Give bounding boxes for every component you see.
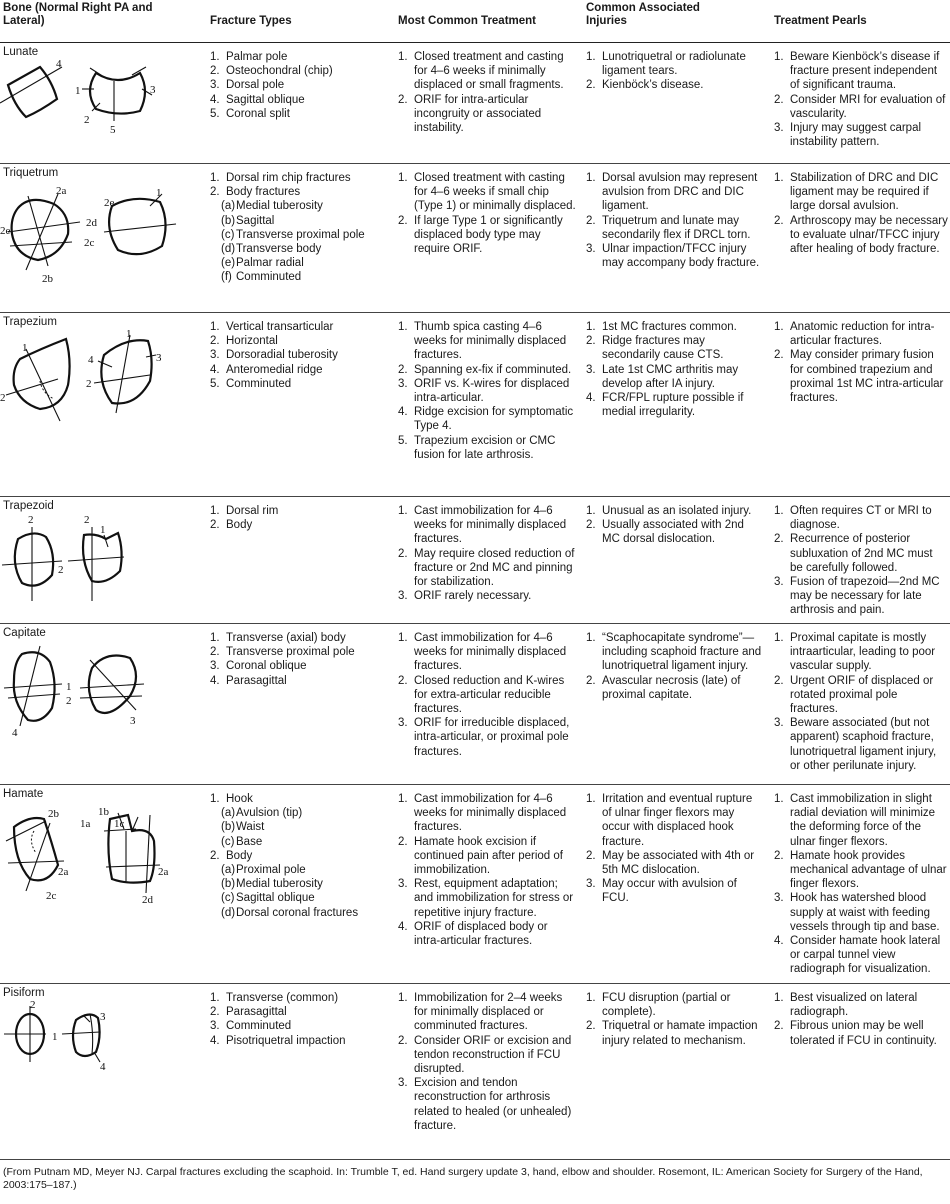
treatment bbox=[398, 504, 576, 603]
list-item: 1. Transverse (common) bbox=[210, 992, 339, 1004]
list-item: 1. Dorsal rim chip fractures bbox=[210, 172, 351, 184]
list-item: 3. Beware associated (but not apparent) scaphoid fracture, lunotriquetral ligament injury, or other perilunate injury. bbox=[774, 717, 937, 772]
fig-label: 2a bbox=[56, 185, 67, 197]
list-item: (c) Transverse proximal pole bbox=[221, 228, 365, 241]
pisiform-figure bbox=[0, 1000, 200, 1080]
list-item: 2. Consider MRI for evaluation of vascularity. bbox=[774, 93, 946, 120]
fig-label: 2 bbox=[28, 514, 34, 526]
treatment-pearls bbox=[774, 50, 948, 149]
list-item: 3. May occur with avulsion of FCU. bbox=[586, 878, 737, 905]
list-item: (c) Base bbox=[221, 835, 263, 848]
list-item: 4. Parasagittal bbox=[210, 674, 287, 687]
table-row-capitate bbox=[0, 624, 950, 785]
header-pearls: Treatment Pearls bbox=[774, 15, 867, 27]
table-row-trapezoid bbox=[0, 497, 950, 624]
bone-name: Trapezoid bbox=[3, 500, 54, 512]
list-item: (c) Sagittal oblique bbox=[221, 892, 315, 905]
list-item: 1. 1st MC fractures common. bbox=[586, 321, 737, 333]
list-item: (e) Palmar radial bbox=[221, 257, 304, 270]
associated-injuries bbox=[586, 50, 764, 93]
associated-injuries bbox=[586, 320, 764, 419]
list-item: 2. Triquetrum and lunate may secondarily flex if DRCL torn. bbox=[586, 214, 751, 241]
bone-name: Triquetrum bbox=[3, 167, 59, 179]
list-item: 3. Hook has watershed blood supply at waist with feeding vessels through tip and base. bbox=[774, 892, 940, 933]
list-item: 3. Rest, equipment adaptation; and immobilization for stress or repetitive injury fracture. bbox=[398, 878, 574, 919]
fig-label: 4 bbox=[56, 59, 62, 70]
list-item: 1. Often requires CT or MRI to diagnose. bbox=[774, 505, 932, 532]
fig-label: 1c bbox=[114, 818, 125, 830]
list-item: 2. Body bbox=[210, 849, 253, 862]
list-item: 2. May require closed reduction of fracture or 2nd MC and pinning for stabilization. bbox=[398, 547, 575, 589]
list-item: 2. Kienböck’s disease. bbox=[586, 79, 704, 92]
treatment-pearls bbox=[774, 991, 948, 1048]
trapezoid-figure bbox=[0, 513, 200, 618]
list-item: (a) Proximal pole bbox=[221, 864, 306, 877]
list-item: 3. ORIF for irreducible displaced, intra-articular, or proximal pole fractures. bbox=[398, 717, 570, 758]
list-item: 2. Hamate hook excision if continued pain after period of immobilization. bbox=[398, 835, 563, 877]
fig-label: 3 bbox=[100, 1011, 106, 1023]
table-row-triquetrum bbox=[0, 164, 950, 313]
treatment bbox=[398, 50, 576, 135]
fig-label: 2b bbox=[42, 273, 53, 285]
fracture-types bbox=[210, 504, 388, 532]
list-item: 3. Late 1st CMC arthritis may develop after IA injury. bbox=[586, 363, 739, 390]
list-item: 2. Usually associated with 2nd MC dorsal dislocation. bbox=[586, 519, 744, 546]
list-item: 2. Arthroscopy may be necessary to evaluate ulnar/TFCC injury after healing of body fracture. bbox=[774, 214, 948, 256]
fig-label: 2b bbox=[48, 808, 59, 820]
fig-label: 4 bbox=[100, 1061, 106, 1073]
list-item: 2. Transverse proximal pole bbox=[210, 646, 355, 659]
list-item: 5. Trapezium excision or CMC fusion for late arthrosis. bbox=[398, 434, 556, 461]
fig-label: 3 bbox=[156, 352, 162, 364]
fig-label: 1 bbox=[52, 1031, 58, 1043]
associated-injuries bbox=[586, 792, 764, 906]
fig-label: 2 bbox=[58, 564, 64, 576]
table-row-hamate bbox=[0, 785, 950, 984]
fracture-types bbox=[210, 631, 388, 688]
hamate-figure bbox=[0, 801, 200, 916]
list-item: (f) Comminuted bbox=[221, 271, 302, 284]
list-item: 1. Unusual as an isolated injury. bbox=[586, 505, 752, 517]
list-item: 1. Best visualized on lateral radiograph. bbox=[774, 992, 918, 1019]
fig-label: 1 bbox=[75, 85, 81, 97]
list-item: (d) Transverse body bbox=[221, 243, 322, 256]
bone-name: Hamate bbox=[3, 788, 44, 800]
list-item: (d) Dorsal coronal fractures bbox=[221, 906, 359, 919]
header-fracture-types: Fracture Types bbox=[210, 15, 292, 27]
list-item: 2. Avascular necrosis (late) of proximal capitate. bbox=[586, 674, 741, 701]
fig-label: 1b bbox=[98, 806, 109, 818]
fig-label: 1 bbox=[22, 342, 28, 354]
list-item: 2. Closed reduction and K-wires for extra-articular reducible fractures. bbox=[398, 674, 565, 716]
treatment bbox=[398, 631, 576, 759]
list-item: 3. ORIF vs. K-wires for displaced intra-articular. bbox=[398, 377, 570, 405]
list-item: 1. Closed treatment with casting for 4–6 weeks if small chip (Type 1) or minimally displaced. bbox=[398, 172, 576, 213]
list-item: 1. Stabilization of DRC and DIC ligament may be required if large dorsal avulsion. bbox=[774, 172, 939, 213]
treatment bbox=[398, 792, 576, 948]
list-item: 3. Ulnar impaction/TFCC injury may accompany body fracture. bbox=[586, 243, 760, 270]
list-item: 1. Dorsal avulsion may represent avulsion from DRC and DIC ligament. bbox=[586, 172, 758, 213]
list-item: 2. Body fractures bbox=[210, 186, 301, 199]
list-item: 2. Ridge fractures may secondarily cause CTS. bbox=[586, 335, 724, 362]
list-item: 2. Fibrous union may be well tolerated if FCU in continuity. bbox=[774, 1020, 937, 1047]
list-item: 5. Coronal split bbox=[210, 107, 290, 120]
fracture-types bbox=[210, 991, 388, 1048]
fig-label: 2 bbox=[84, 514, 90, 526]
list-item: 3. Comminuted bbox=[210, 1020, 292, 1033]
treatment-pearls bbox=[774, 504, 948, 618]
list-item: 1. Cast immobilization in slight radial deviation will minimize the deforming force of the ulnar finger flexors. bbox=[774, 793, 936, 848]
fig-label: 2a bbox=[158, 866, 169, 878]
treatment-pearls bbox=[774, 792, 948, 977]
list-item: 1. Transverse (axial) body bbox=[210, 632, 346, 644]
list-item: 1. Proximal capitate is mostly intraarticular, leading to poor vascular supply. bbox=[774, 632, 936, 673]
list-item: (b) Medial tuberosity bbox=[221, 878, 323, 891]
fracture-types bbox=[210, 320, 388, 391]
bone-name: Capitate bbox=[3, 627, 46, 639]
associated-injuries bbox=[586, 504, 764, 547]
fig-label: 3 bbox=[130, 715, 136, 727]
list-item: 4. ORIF of displaced body or intra-articular fractures. bbox=[398, 920, 548, 948]
list-item: (a) Medial tuberosity bbox=[221, 200, 323, 213]
triquetrum-figure bbox=[0, 180, 200, 290]
list-item: 1. Beware Kienböck’s disease if fracture present independent of significant trauma. bbox=[774, 51, 940, 92]
list-item: 1. Cast immobilization for 4–6 weeks for minimally displaced fractures. bbox=[398, 793, 567, 834]
list-item: 4. Consider hamate hook lateral or carpal tunnel view radiograph for visualization. bbox=[774, 935, 941, 976]
treatment bbox=[398, 171, 576, 256]
list-item: 2. If large Type 1 or significantly displaced body type may require ORIF. bbox=[398, 214, 563, 256]
fig-label: 2c bbox=[84, 237, 95, 249]
associated-injuries bbox=[586, 171, 764, 270]
fig-label: 2d bbox=[86, 217, 97, 229]
treatment-pearls bbox=[774, 171, 948, 256]
list-item: 1. Palmar pole bbox=[210, 51, 288, 63]
list-item: 2. May be associated with 4th or 5th MC dislocation. bbox=[586, 849, 755, 877]
header-treatment: Most Common Treatment bbox=[398, 15, 537, 27]
list-item: 2. Consider ORIF or excision and tendon reconstruction if FCU disrupted. bbox=[398, 1034, 572, 1076]
fracture-types bbox=[210, 792, 388, 920]
list-item: 2. Spanning ex-fix if comminuted. bbox=[398, 363, 572, 376]
list-item: 1. Lunotriquetral or radiolunate ligament tears. bbox=[586, 51, 746, 78]
trapezium-figure bbox=[0, 329, 200, 439]
list-item: 1. Immobilization for 2–4 weeks for minimally displaced or comminuted fractures. bbox=[398, 992, 563, 1033]
fig-label: 2c bbox=[46, 890, 57, 902]
header-bone: Bone (Normal Right PA and Lateral) bbox=[3, 2, 153, 27]
list-item: 3. Coronal oblique bbox=[210, 660, 307, 673]
list-item: 3. ORIF rarely necessary. bbox=[398, 590, 532, 603]
list-item: 3. Dorsoradial tuberosity bbox=[210, 349, 338, 362]
list-item: (b) Waist bbox=[221, 821, 265, 834]
list-item: 4. Ridge excision for symptomatic Type 4. bbox=[398, 406, 574, 433]
fig-label: 2 bbox=[84, 114, 90, 126]
list-item: (b) Sagittal bbox=[221, 214, 275, 227]
list-item: 1. Hook bbox=[210, 793, 253, 805]
list-item: 2. Parasagittal bbox=[210, 1006, 287, 1019]
fig-label: 2 bbox=[0, 392, 6, 404]
fig-label: 2d bbox=[142, 894, 153, 906]
list-item: 2. Hamate hook provides mechanical advantage of ulnar finger flexors. bbox=[774, 849, 947, 891]
list-item: 4. Pisotriquetral impaction bbox=[210, 1034, 346, 1047]
list-item: 3. Excision and tendon reconstruction for arthrosis related to healed (or unhealed) fracture. bbox=[398, 1077, 572, 1132]
list-item: 2. Recurrence of posterior subluxation of 2nd MC must be carefully followed. bbox=[774, 533, 933, 574]
table-row-pisiform bbox=[0, 984, 950, 1160]
fig-label: 2 bbox=[30, 1000, 36, 1011]
list-item: 2. Osteochondral (chip) bbox=[210, 65, 333, 78]
list-item: 1. Irritation and eventual rupture of ulnar finger flexors may occur with displaced hook fracture. bbox=[586, 793, 753, 848]
list-item: 4. Anteromedial ridge bbox=[210, 363, 323, 376]
list-item: 1. “Scaphocapitate syndrome”—including scaphoid fracture and lunotriquetral ligament injury. bbox=[586, 632, 762, 673]
bone-name: Lunate bbox=[3, 46, 39, 58]
fig-label: 3 bbox=[150, 84, 156, 96]
table-header bbox=[0, 0, 950, 43]
list-item: 2. Triquetral or hamate impaction injury related to mechanism. bbox=[586, 1020, 758, 1047]
list-item: 4. Sagittal oblique bbox=[210, 93, 305, 106]
list-item: 1. Thumb spica casting 4–6 weeks for minimally displaced fractures. bbox=[398, 321, 567, 362]
treatment-pearls bbox=[774, 320, 948, 405]
fig-label: 1 bbox=[156, 187, 162, 199]
fig-label: 2 bbox=[86, 378, 92, 390]
list-item: 1. Vertical transarticular bbox=[210, 321, 334, 333]
list-item: 2. Body bbox=[210, 519, 253, 532]
treatment bbox=[398, 991, 576, 1133]
list-item: 1. Cast immobilization for 4–6 weeks for minimally displaced fractures. bbox=[398, 505, 567, 546]
capitate-figure bbox=[0, 640, 200, 750]
source-footnote: (From Putnam MD, Meyer NJ. Carpal fractures excluding the scaphoid. In: Trumble T, ed. Hand surgery update 3, hand, elbow and shoulder. Rosemont, IL: American Society for Surgery of the Hand, 2003:175–187.) bbox=[3, 1166, 923, 1191]
list-item: 4. FCR/FPL rupture possible if medial irregularity. bbox=[586, 392, 744, 419]
fig-label: 4 bbox=[88, 354, 94, 366]
list-item: 1. Closed treatment and casting for 4–6 weeks if minimally displaced or small fragments. bbox=[398, 51, 564, 92]
bone-name: Trapezium bbox=[3, 316, 57, 328]
fracture-types bbox=[210, 171, 388, 285]
fracture-types bbox=[210, 50, 388, 121]
table-row-trapezium bbox=[0, 313, 950, 497]
fig-label: 2a bbox=[58, 866, 69, 878]
list-item: 2. Urgent ORIF of displaced or rotated proximal pole fractures. bbox=[774, 674, 934, 716]
list-item: 3. Dorsal pole bbox=[210, 79, 285, 92]
list-item: (a) Avulsion (tip) bbox=[221, 807, 303, 820]
list-item: 3. Injury may suggest carpal instability pattern. bbox=[774, 122, 922, 149]
list-item: 1. Dorsal rim bbox=[210, 505, 279, 517]
header-injuries: Common Associated Injuries bbox=[586, 2, 700, 27]
list-item: 2. May consider primary fusion for combined trapezium and proximal 1st MC intra-articular fractures. bbox=[774, 349, 944, 405]
fig-label: 1 bbox=[100, 524, 106, 536]
list-item: 5. Comminuted bbox=[210, 377, 292, 390]
treatment bbox=[398, 320, 576, 462]
bone-name: Pisiform bbox=[3, 987, 45, 999]
fig-label: 1a bbox=[80, 818, 91, 830]
fig-label: 1 bbox=[66, 681, 72, 693]
list-item: 1. Anatomic reduction for intra-articular fractures. bbox=[774, 321, 935, 348]
list-item: 2. ORIF for intra-articular incongruity or associated instability. bbox=[398, 93, 542, 135]
treatment-pearls bbox=[774, 631, 948, 773]
associated-injuries bbox=[586, 631, 764, 702]
list-item: 1. FCU disruption (partial or complete). bbox=[586, 992, 731, 1019]
fig-label: 5 bbox=[110, 124, 116, 136]
fig-label: 2e bbox=[0, 225, 11, 237]
lunate-figure bbox=[0, 59, 200, 154]
list-item: 2. Horizontal bbox=[210, 335, 278, 348]
associated-injuries bbox=[586, 991, 764, 1048]
table-row-lunate bbox=[0, 43, 950, 164]
fig-label: 2 bbox=[66, 695, 72, 707]
list-item: 1. Cast immobilization for 4–6 weeks for minimally displaced fractures. bbox=[398, 632, 567, 673]
list-item: 3. Fusion of trapezoid—2nd MC may be necessary for late arthrosis and pain. bbox=[774, 576, 940, 617]
fig-label: 1 bbox=[126, 329, 132, 340]
fig-label: 4 bbox=[12, 727, 18, 739]
fig-label: 2e bbox=[104, 197, 115, 209]
